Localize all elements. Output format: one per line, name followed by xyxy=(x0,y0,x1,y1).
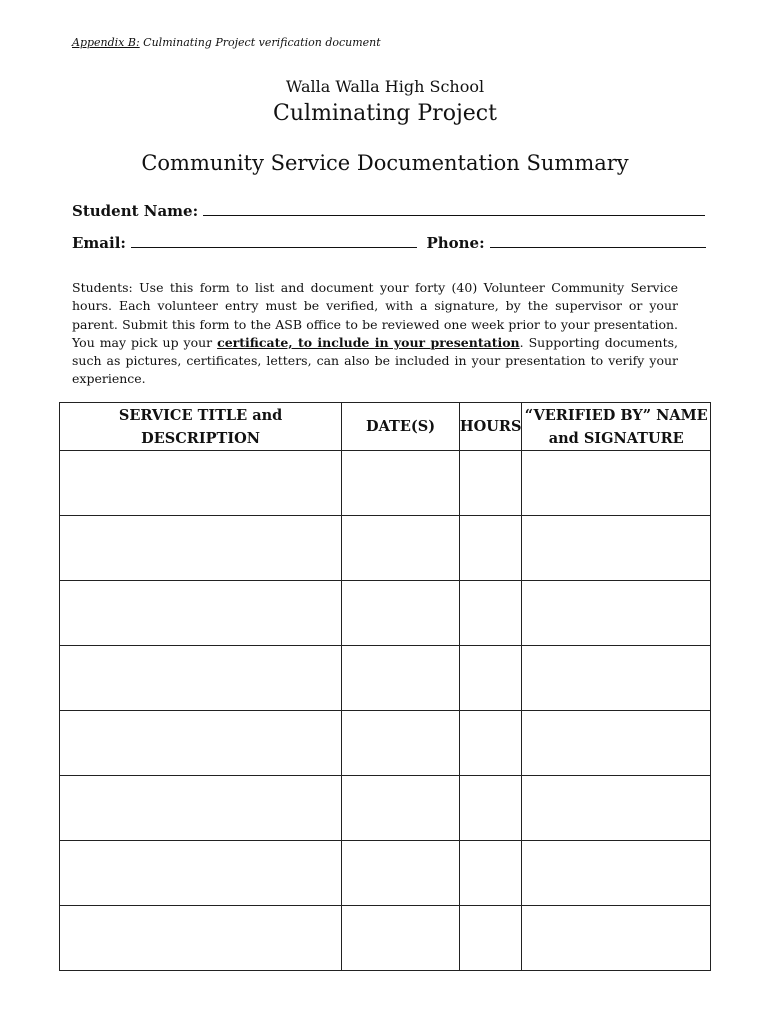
service-description-cell[interactable] xyxy=(60,776,342,841)
appendix-header xyxy=(72,36,381,49)
service-description-cell[interactable] xyxy=(60,711,342,776)
hours-cell[interactable] xyxy=(459,711,522,776)
table-row xyxy=(60,581,711,646)
service-description-cell[interactable] xyxy=(60,581,342,646)
phone-field[interactable] xyxy=(490,233,706,248)
table-row xyxy=(60,711,711,776)
hours-cell[interactable] xyxy=(459,776,522,841)
table-row xyxy=(60,906,711,971)
table-row xyxy=(60,841,711,906)
appendix-label: Appendix B: xyxy=(72,36,140,49)
signature-cell[interactable] xyxy=(522,841,711,906)
hours-cell[interactable] xyxy=(459,451,522,516)
signature-cell[interactable] xyxy=(522,711,711,776)
dates-cell[interactable] xyxy=(342,646,460,711)
hours-cell[interactable] xyxy=(459,646,522,711)
summary-title: Community Service Documentation Summary xyxy=(141,151,629,175)
service-description-cell[interactable] xyxy=(60,516,342,581)
header-verified-by: “VERIFIED BY” NAME and SIGNATURE xyxy=(522,403,711,451)
project-title: Culminating Project xyxy=(273,101,497,126)
hours-cell[interactable] xyxy=(459,841,522,906)
table-row xyxy=(60,451,711,516)
student-name-row xyxy=(72,201,705,220)
service-description-cell[interactable] xyxy=(60,841,342,906)
table-row xyxy=(60,776,711,841)
table-row xyxy=(60,646,711,711)
contact-row xyxy=(72,233,706,252)
email-label: Email: xyxy=(72,234,126,252)
signature-cell[interactable] xyxy=(522,906,711,971)
hours-cell[interactable] xyxy=(459,581,522,646)
header-service-title: SERVICE TITLE and DESCRIPTION xyxy=(60,403,342,451)
dates-cell[interactable] xyxy=(342,776,460,841)
email-field[interactable] xyxy=(131,233,417,248)
dates-cell[interactable] xyxy=(342,451,460,516)
service-log-table xyxy=(59,402,711,971)
student-name-field[interactable] xyxy=(203,201,705,216)
instructions-paragraph xyxy=(72,279,678,389)
service-description-cell[interactable] xyxy=(60,451,342,516)
appendix-title: Culminating Project verification document xyxy=(139,36,381,49)
service-description-cell[interactable] xyxy=(60,906,342,971)
table-header-row xyxy=(60,403,711,451)
instructions-text-2: . Supporting documents, such as pictures, certificates, letters, can also be included in your presentation to verify your experience. xyxy=(72,334,679,387)
school-name: Walla Walla High School xyxy=(285,77,485,96)
header-hours: HOURS xyxy=(459,403,522,451)
table-row xyxy=(60,516,711,581)
student-name-label: Student Name: xyxy=(72,202,199,220)
dates-cell[interactable] xyxy=(342,581,460,646)
instructions-emphasis: certificate, to include in your presentation xyxy=(217,334,520,350)
phone-label: Phone: xyxy=(426,234,485,252)
dates-cell[interactable] xyxy=(342,711,460,776)
signature-cell[interactable] xyxy=(522,646,711,711)
header-dates: DATE(S) xyxy=(342,403,460,451)
service-description-cell[interactable] xyxy=(60,646,342,711)
signature-cell[interactable] xyxy=(522,451,711,516)
dates-cell[interactable] xyxy=(342,841,460,906)
hours-cell[interactable] xyxy=(459,906,522,971)
signature-cell[interactable] xyxy=(522,581,711,646)
hours-cell[interactable] xyxy=(459,516,522,581)
signature-cell[interactable] xyxy=(522,776,711,841)
signature-cell[interactable] xyxy=(522,516,711,581)
instructions-text-1: Students: Use this form to list and document your forty (40) Volunteer Community Service hours. Each volunteer entry must be verified, with a signature, by the supervisor or your parent. Submit this form to the ASB office to be reviewed one week prior to your presentation. You may pick up your xyxy=(72,280,678,350)
dates-cell[interactable] xyxy=(342,906,460,971)
dates-cell[interactable] xyxy=(342,516,460,581)
